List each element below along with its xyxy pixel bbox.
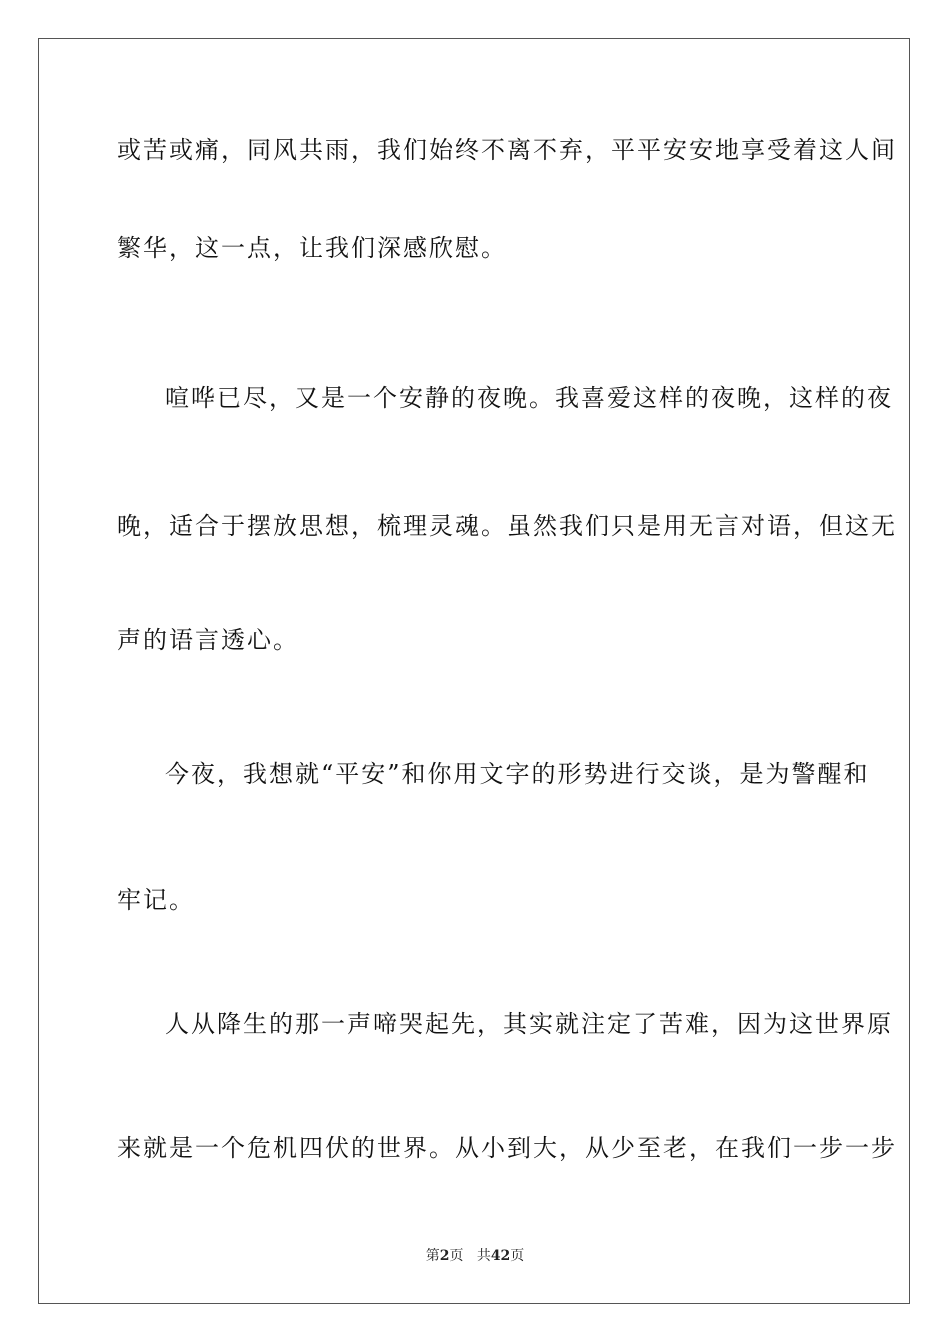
text-line-4: 晚，适合于摆放思想，梳理灵魂。虽然我们只是用无言对语，但这无 [117,512,897,540]
text-line-2: 繁华，这一点，让我们深感欣慰。 [117,234,507,262]
text-line-6: 今夜，我想就“平安”和你用文字的形势进行交谈，是为警醒和 [165,760,870,788]
text-line-9: 来就是一个危机四伏的世界。从小到大，从少至老，在我们一步一步 [117,1134,897,1162]
footer-total-prefix: 共 [476,1248,491,1264]
footer-total-suffix: 页 [510,1248,525,1264]
text-line-5: 声的语言透心。 [117,626,299,654]
text-line-3: 喧哗已尽，又是一个安静的夜晚。我喜爱这样的夜晚，这样的夜 [165,384,893,412]
text-line-7: 牢记。 [117,886,195,914]
footer-page-suffix: 页 [449,1248,464,1264]
page-footer [0,1246,950,1266]
text-line-1: 或苦或痛，同风共雨，我们始终不离不弃，平平安安地享受着这人间 [117,136,897,164]
footer-page-number: 2 [439,1248,450,1264]
footer-total-pages: 42 [490,1248,511,1264]
text-line-8: 人从降生的那一声啼哭起先，其实就注定了苦难，因为这世界原 [165,1010,893,1038]
footer-page-prefix: 第 [425,1248,440,1264]
footer-spacer [463,1248,476,1264]
